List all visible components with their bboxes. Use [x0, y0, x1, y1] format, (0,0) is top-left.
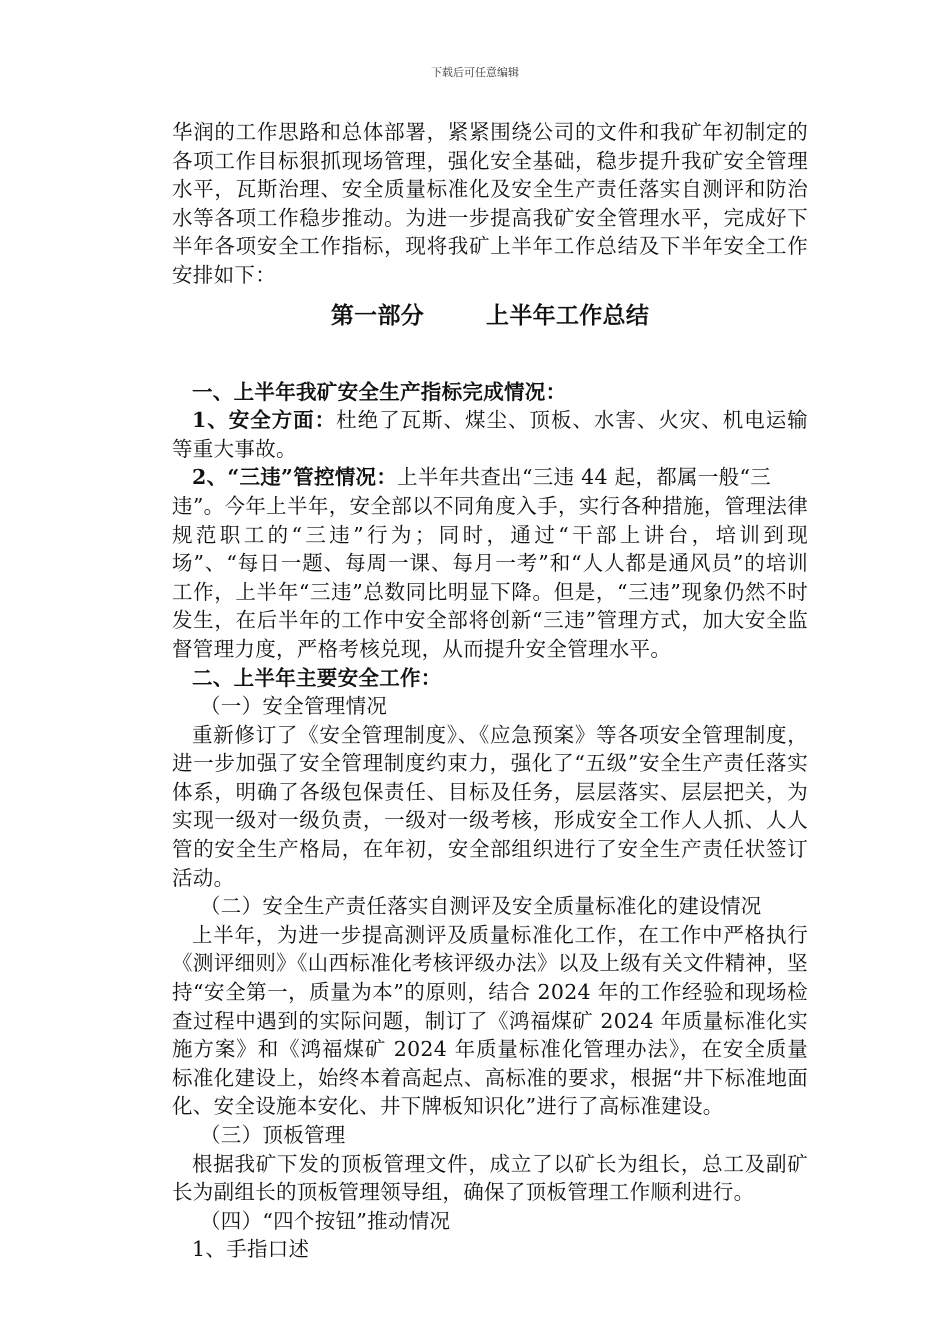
subsection3-title: （三）顶板管理 — [200, 1123, 346, 1147]
item2-label: 2、“三违”管控情况： — [192, 465, 398, 490]
subsection2-title: （二）安全生产责任落实自测评及安全质量标准化的建设情况 — [200, 894, 762, 919]
section1-item2-continuation: 违”。今年上半年，安全部以不同角度入手，实行各种措施，管理法律规范职工的“三违”行为；同时，通过“干部上讲台，培训到现场”、“每日一题、每周一课、每月一考”和“人人都是通风员”的培训工作，上半年“三违”总数同比明显下降。但是，“三违”现象仍然不时发生，在后半年的工作中安全部将创新“三违”管理方式，加大安全监督管理力度，严格考核兑现，从而提升安全管理水平。 — [172, 493, 808, 661]
subsection1-text: 重新修订了《安全管理制度》、《应急预案》等各项安全管理制度，进一步加强了安全管理制度约束力，强化了“五级”安全生产责任落实体系，明确了各级包保责任、目标及任务，层层落实、层层把关，为实现一级对一级负责，一级对一级考核，形成安全工作人人抓、人人管的安全生产格局，在年初，安全部组织进行了安全生产责任状签订活动。 — [172, 722, 808, 890]
page-header: 下载后可任意编辑 — [431, 66, 519, 79]
section1-item2 — [172, 463, 808, 492]
subsection1-title: （一）安全管理情况 — [200, 694, 388, 719]
section2-title: 二、上半年主要安全工作： — [192, 665, 442, 690]
section1-title: 一、上半年我矿安全生产指标完成情况： — [192, 379, 567, 404]
document-body — [172, 118, 808, 1264]
subsection2-text: 上半年，为进一步提高测评及质量标准化工作，在工作中严格执行《测评细则》《山西标准化考核评级办法》以及上级有关文件精神，坚持“安全第一，质量为本”的原则，结合 2024 年的工作经验和现场检查过程中遇到的实际问题，制订了《鸿福煤矿 2024 年质量标准化实施方案》和《鸿福煤矿 2024 年质量标准化管理办法》，在安全质量标准化建设上，始终本着高起点、高标准的要求，根据“井下标准地面化、安全设施本安化、井下牌板知识化”进行了高标准建设。 — [172, 922, 808, 1119]
section1-item1 — [172, 406, 808, 463]
part-heading — [172, 296, 808, 336]
part-number: 第一部分 — [330, 301, 425, 329]
subsection4-title: （四）“四个按钮”推动情况 — [200, 1208, 451, 1233]
subsection4-item1: 1、手指口述 — [192, 1237, 310, 1262]
item1-label: 1、安全方面： — [192, 408, 337, 433]
subsection3-text: 根据我矿下发的顶板管理文件，成立了以矿长为组长，总工及副矿长为副组长的顶板管理领导组，确保了顶板管理工作顺利进行。 — [172, 1151, 808, 1205]
intro-paragraph: 华润的工作思路和总体部署，紧紧围绕公司的文件和我矿年初制定的各项工作目标狠抓现场管理，强化安全基础，稳步提升我矿安全管理水平，瓦斯治理、安全质量标准化及安全生产责任落实自测评和防治水等各项工作稳步推动。为进一步提高我矿安全管理水平，完成好下半年各项安全工作指标，现将我矿上半年工作总结及下半年安全工作安排如下： — [172, 120, 808, 287]
part-title: 上半年工作总结 — [486, 301, 650, 329]
item1-text: 杜绝了瓦斯、煤尘、顶板、水害、火灾、机电运输等重大事故。 — [172, 408, 808, 461]
item2-text: 上半年共查出“三违 44 起，都属一般“三 — [397, 465, 772, 490]
